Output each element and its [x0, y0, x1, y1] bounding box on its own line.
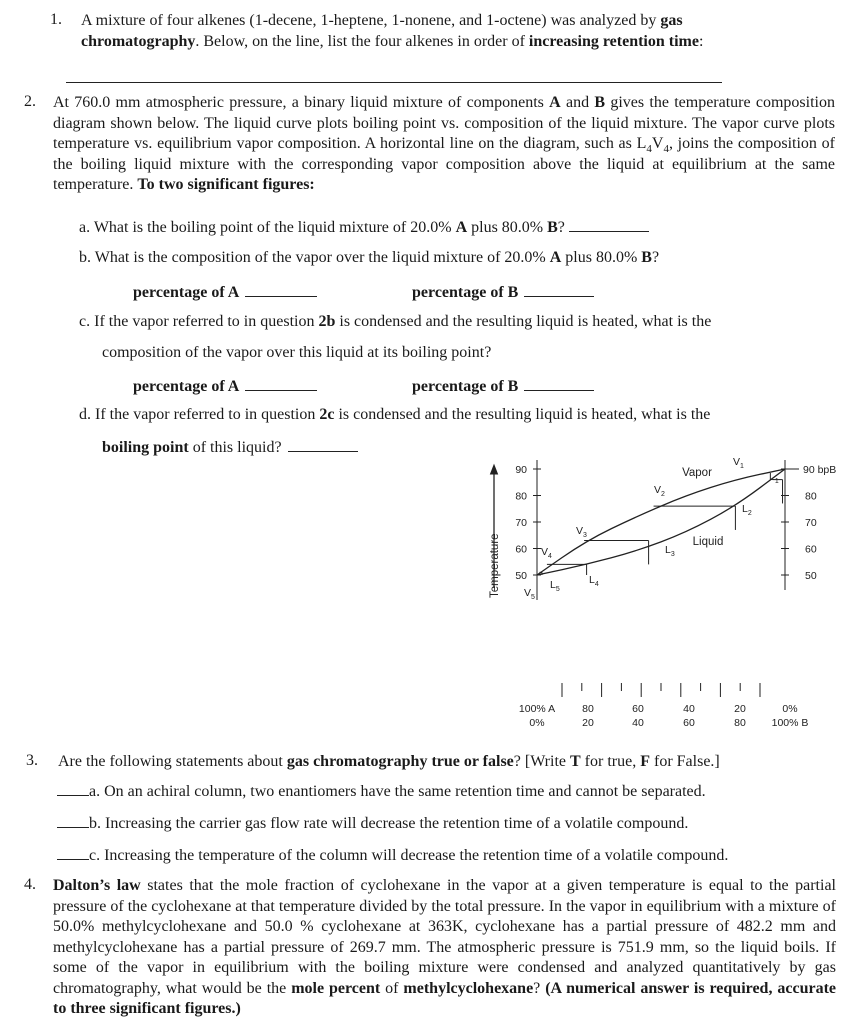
- label-L4: $L_4$: [589, 574, 599, 588]
- right-tick-label-70: 70: [805, 517, 817, 529]
- q2b-pct-b: percentage of B: [412, 282, 594, 304]
- q3-number: 3.: [26, 752, 38, 769]
- q2b-pct-a-blank[interactable]: [245, 282, 317, 297]
- x-tick-A-1: 80: [582, 703, 594, 715]
- q2a-answer-blank[interactable]: [569, 217, 649, 232]
- q2c-text: c. If the vapor referred to in question 2b is condensed and the resulting liquid is heated, what is the: [79, 313, 712, 330]
- x-tick-B-4: 80: [734, 717, 746, 729]
- left-tick-label-80: 80: [515, 490, 527, 503]
- left-tick-label-90: 90: [515, 464, 527, 476]
- q2d-text-2: boiling point of this liquid?: [102, 437, 358, 459]
- q2c-pct-a-blank[interactable]: [245, 376, 317, 391]
- x-tick-A-0: 100% A: [518, 703, 556, 715]
- x-tick-A-5: 0%: [782, 703, 798, 715]
- label-L3: $L_3$: [665, 544, 675, 558]
- label-V4: $V_4$: [541, 546, 552, 560]
- q2d-answer-blank[interactable]: [288, 437, 358, 452]
- vapor-label: Vapor: [682, 467, 712, 479]
- label-V5: $V_5$: [524, 587, 535, 601]
- liquid-label: Liquid: [692, 536, 724, 548]
- right-tick-label-80: 80: [805, 490, 817, 503]
- left-tick-label-50: 50: [515, 570, 527, 582]
- right-top-label: 90 bpB: [803, 464, 837, 476]
- q4-number: 4.: [24, 876, 36, 893]
- label-V3: $V_3$: [576, 525, 587, 539]
- q2a-text: a. What is the boiling point of the liquid mixture of 20.0% A plus 80.0% B?: [79, 217, 649, 239]
- x-tick-A-3: 40: [683, 703, 695, 715]
- q2b-pct-b-blank[interactable]: [524, 282, 594, 297]
- q2c-text-2: composition of the vapor over this liquid at its boiling point?: [102, 344, 492, 361]
- q2c-pct-b: percentage of B: [412, 376, 594, 398]
- x-tick-A-2: 60: [632, 703, 644, 715]
- q3-item-a: a. On an achiral column, two enantiomers have the same retention time and cannot be separated.: [57, 781, 706, 803]
- liquid-curve: [537, 469, 785, 575]
- q1-answer-line[interactable]: [66, 82, 722, 83]
- left-tick-label-70: 70: [515, 517, 527, 529]
- q2b-pct-a: percentage of A: [133, 282, 317, 304]
- q1-number: 1.: [50, 11, 62, 28]
- q3c-blank[interactable]: [57, 845, 89, 860]
- q3-item-b: b. Increasing the carrier gas flow rate will decrease the retention time of a volatile compound.: [57, 813, 688, 835]
- x-tick-B-0: 0%: [529, 717, 545, 729]
- q2b-text: b. What is the composition of the vapor over the liquid mixture of 20.0% A plus 80.0% B?: [79, 249, 660, 266]
- q4-text: Dalton’s law states that the mole fraction of cyclohexane in the vapor at a given temperature is equal to the partial pressure of the cyclohexane at that temperature divided by the total pressure. In the vapor in equilibrium with a mixture of 50.0% methylcyclohexane and 50.0 % cyclohexane at 363K, cyclohexane has a partial pressure of 482.2 mm and methylcyclohexane has a partial pressure of 269.7 mm. The atmospheric pressure is 751.9 mm, so the liquid boils. If some of the vapor in equilibrium with the boiling mixture were condensed and analyzed quantitatively by gas chromatography, what would be the mole percent of methylcyclohexane? (A numerical answer is required, accurate to three significant figures.): [53, 877, 837, 1017]
- right-tick-label-60: 60: [805, 543, 817, 556]
- x-tick-B-5: 100% B: [771, 717, 809, 729]
- label-V1: $V_1$: [733, 456, 744, 470]
- q3-intro: Are the following statements about gas chromatography true or false? [Write T for true, F for False.]: [58, 753, 720, 770]
- q2d-text: d. If the vapor referred to in question 2c is condensed and the resulting liquid is heated, what is the: [79, 406, 711, 423]
- vapor-curve: [537, 469, 785, 575]
- x-tick-B-1: 20: [582, 717, 594, 729]
- right-tick-label-50: 50: [805, 570, 817, 582]
- label-L5: $L_5$: [550, 579, 560, 593]
- label-L2: $L_2$: [742, 503, 752, 517]
- q2-number: 2.: [24, 93, 36, 110]
- x-tick-A-4: 20: [734, 703, 746, 715]
- q3-item-c: c. Increasing the temperature of the column will decrease the retention time of a volatile compound.: [57, 845, 728, 867]
- q2c-pct-a: percentage of A: [133, 376, 317, 398]
- x-tick-B-2: 40: [632, 717, 644, 729]
- y-axis-label: Temperature: [489, 533, 501, 598]
- q3b-blank[interactable]: [57, 813, 89, 828]
- q2-intro: At 760.0 mm atmospheric pressure, a binary liquid mixture of components A and B gives the temperature composition diagram shown below. The liquid curve plots boiling point vs. composition of the liquid mixture. The vapor curve plots temperature vs. equilibrium vapor composition. A horizontal line on the diagram, such as $L_4V_4$, joins the composition of the boiling liquid mixture with the corresponding vapor composition above the liquid at equilibrium at the same temperature. To two significant figures:: [53, 94, 835, 193]
- label-L1: $L_1$: [769, 471, 779, 485]
- x-tick-B-3: 60: [683, 717, 695, 729]
- left-tick-label-60: 60: [515, 543, 527, 556]
- q3a-blank[interactable]: [57, 781, 89, 796]
- q1-text: A mixture of four alkenes (1-decene, 1-heptene, 1-nonene, and 1-octene) was analyzed by gas chromatography. Below, on the line, list the four alkenes in order of increasing retention time:: [81, 12, 704, 50]
- q2c-pct-b-blank[interactable]: [524, 376, 594, 391]
- label-V2: $V_2$: [654, 484, 665, 498]
- y-axis-arrow: [491, 465, 498, 588]
